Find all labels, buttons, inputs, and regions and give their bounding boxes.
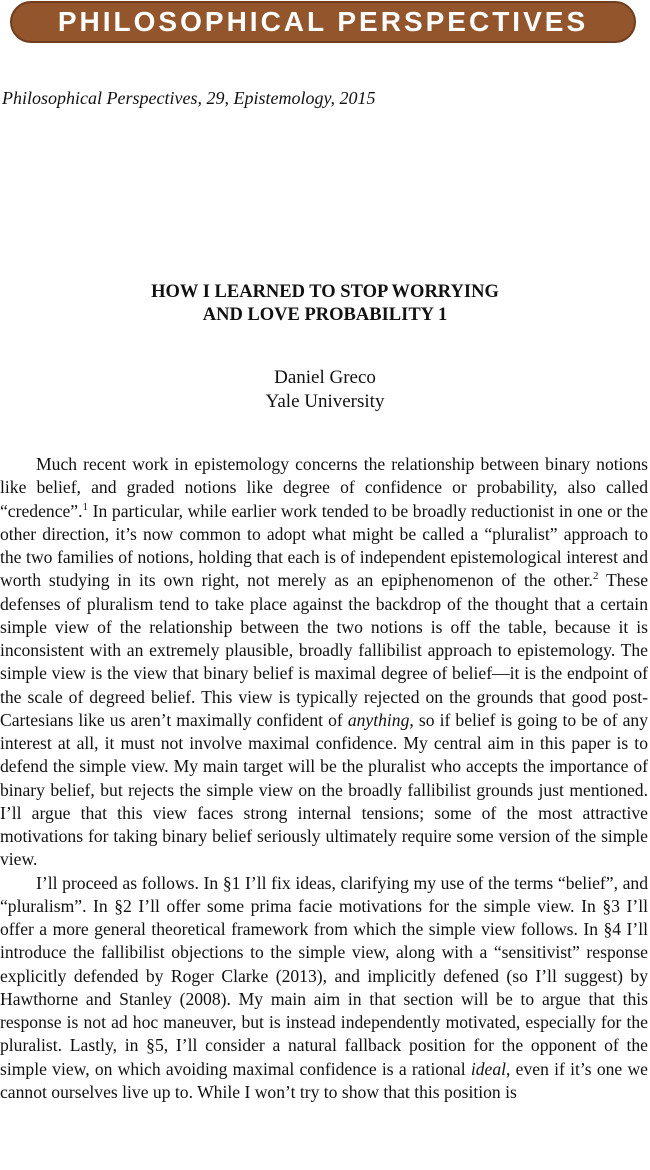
paragraph-2: I’ll proceed as follows. In §1 I’ll fix ideas, clarifying my use of the terms “belief”, and “pluralism”. In §2 I’ll offer some prima facie motivations for the simple view. In §3 I’ll offer a more general theoretical framework from which the simple view follows. In §4 I’ll introduce the fallibilist objections to the simple view, along with a “sensitivist” response explicitly defended by Roger Clarke (2013), and implicitly defened (so I’ll suggest) by Hawthorne and Stanley (2008). My main aim in that section will be to argue that this response is not ad hoc maneuver, but is instead independently motivated, especially for the pluralist. Lastly, in §5, I’ll consider a natural fallback position for the opponent of the simple view, on which avoiding maximal confidence is a rational ideal, even if it’s one we cannot ourselves live up to. While I won’t try to show that this position is — [0, 872, 648, 1102]
author-name: Daniel Greco — [274, 367, 376, 388]
article-title-line-2: AND LOVE PROBABILITY 1 — [202, 305, 448, 325]
author-affiliation: Yale University — [265, 391, 385, 412]
journal-banner-title: PHILOSOPHICAL PERSPECTIVES — [57, 6, 589, 37]
article-body — [0, 453, 648, 1104]
journal-citation: Philosophical Perspectives, 29, Epistemology, 2015 — [2, 88, 376, 108]
article-title — [0, 281, 650, 327]
journal-banner — [10, 1, 636, 43]
author-block — [0, 366, 650, 414]
paragraph-1: Much recent work in epistemology concerns the relationship between binary notions like belief, and graded notions like degree of confidence or probability, also called “credence”.$^1$ In particular, while earlier work tended to be broadly reductionist in one or the other direction, it’s now common to adopt what might be called a “pluralist” approach to the two families of notions, holding that each is of independent epistemological interest and worth studying in its own right, not merely as an epiphenomenon of the other.$^2$ These defenses of pluralism tend to take place against the backdrop of the thought that a certain simple view of the relationship between the two notions is off the table, because it is inconsistent with an extremely plausible, broadly fallibilist approach to epistemology. The simple view is the view that binary belief is maximal degree of belief—it is the endpoint of the scale of degreed belief. This view is typically rejected on the grounds that good post-Cartesians like us aren’t maximally confident of anything, so if belief is going to be of any interest at all, it must not involve maximal confidence. My central aim in this paper is to defend the simple view. My main target will be the pluralist who accepts the importance of binary belief, but rejects the simple view on the broadly fallibilist grounds just mentioned. I’ll argue that this view faces strong internal tensions; some of the most attractive motivations for taking binary belief seriously ultimately require some version of the simple view. — [0, 454, 649, 870]
article-title-line-1: HOW I LEARNED TO STOP WORRYING — [151, 282, 499, 302]
footnote-ref-1[interactable]: 1 — [82, 500, 89, 513]
footnote-ref-2[interactable]: 2 — [592, 570, 599, 583]
